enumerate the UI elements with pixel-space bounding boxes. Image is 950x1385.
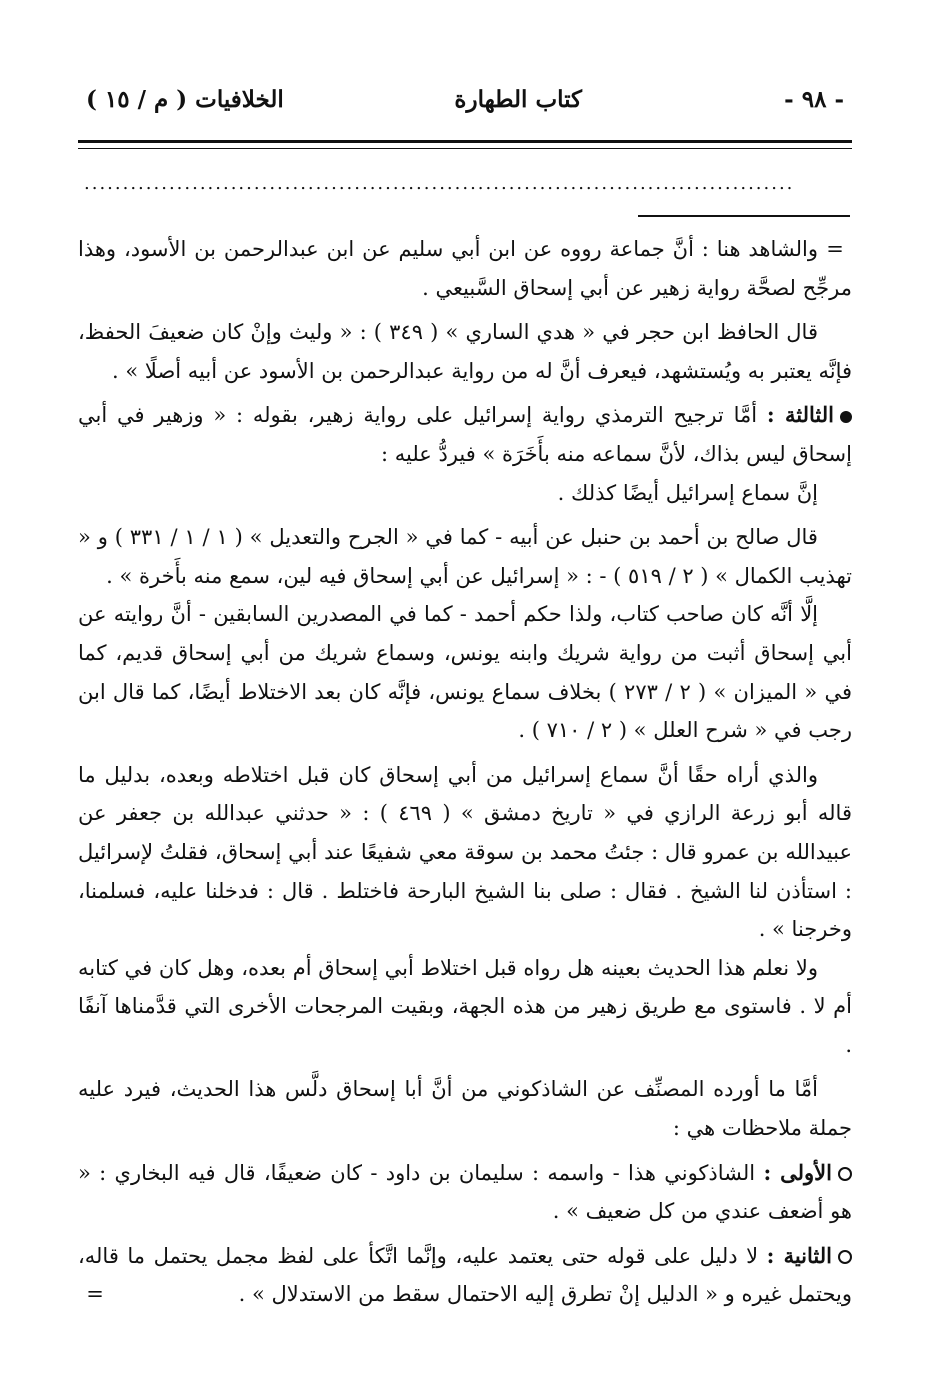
point-heading: الثالثة : [766, 402, 834, 428]
book-page [78, 70, 852, 1320]
continuation-marker: = [86, 1282, 104, 1307]
paragraph [78, 756, 852, 949]
page-number: - ٩٨ - [784, 86, 844, 113]
header-rule-thin [78, 148, 852, 149]
paragraph-text: أمَّا ما أورده المصنِّف عن الشاذكوني من أنَّ أبا إسحاق دلَّس هذا الحديث، فيرد عليه جملة ملاحظات هي : [78, 1077, 852, 1141]
paragraph [78, 230, 852, 307]
paragraph-text: إنَّ سماع إسرائيل أيضًا كذلك . [557, 480, 818, 505]
running-header [78, 70, 852, 122]
paragraph-text: ولا نعلم هذا الحديث بعينه هل رواه قبل اختلاط أبي إسحاق أم بعده، وهل كان في كتابه أم لا . فاستوى مع طريق زهير من هذه الجهة، وبقيت المرجحات الأخرى التي قدَّمناها آنفًا . [78, 955, 852, 1057]
paragraph-text: أمَّا ترجيح الترمذي رواية إسرائيل على رواية زهير، بقوله : « وزهير في أبي إسحاق ليس بذاك، لأنَّ سماعه منه بأَخَرَة » فيردُّ عليه : [78, 403, 852, 466]
dotted-separator: ............................................................................................ [84, 174, 795, 194]
paragraph [78, 949, 852, 1065]
paragraph [78, 1237, 852, 1314]
point-heading: الثانية : [766, 1242, 832, 1268]
paragraph [78, 1070, 852, 1147]
circle-bullet-icon [838, 1167, 852, 1181]
paragraph-text: والشاهد هنا : أنَّ جماعة رووه عن ابن أبي سليم عن ابن عبدالرحمن بن الأسود، وهذا مرجِّح لصحَّة رواية زهير عن أبي إسحاق السَّبيعي . [78, 237, 852, 300]
paragraph [78, 518, 852, 595]
paragraph-text: إلَّا أنَّه كان صاحب كتاب، ولذا حكم أحمد - كما في المصدرين السابقين - أنَّ روايته عن أبي إسحاق أثبت من رواية شريك وابنه يونس، وسماع شريك من أبي إسحاق قديم، كما في « الميزان » ( ٢ / ٢٧٣ ) بخلاف سماع يونس، فإنَّه كان بعد الاختلاط أيضًا، كما قال ابن رجب في « شرح العلل » ( ٢ / ٧١٠ ) . [78, 602, 852, 743]
paragraph [78, 1154, 852, 1231]
paragraph [78, 313, 852, 390]
paragraph [78, 474, 852, 513]
point-heading: الأولى : [763, 1159, 832, 1185]
continuation-marker: = [826, 237, 844, 261]
paragraph-text: والذي أراه حقًا أنَّ سماع إسرائيل من أبي إسحاق كان قبل اختلاطه وبعده، بدليل ما قاله أبو زرعة الرازي في « تاريخ دمشق » ( ٤٦٩ ) : « حدثني عبدالله بن جعفر عن عبيدالله بن عمرو قال : جئتُ محمد بن سوقة معي شفيعًا عند أبي إسحاق، فقلتُ لإسرائيل : استأذن لنا الشيخ . فقال : صلى بنا الشيخ البارحة فاختلط . قال : فدخلنا عليه، فسلمنا، وخرجنا » . [78, 762, 852, 942]
paragraph-text: قال الحافظ ابن حجر في « هدي الساري » ( ٣٤٩ ) : « وليث وإنْ كان ضعيفَ الحفظ، فإنَّه يعتبر به ويُستشهد، فيعرف أنَّ له من رواية عبدالرحمن بن الأسود عن أبيه أصلًا » . [78, 320, 852, 383]
circle-bullet-icon [838, 1250, 852, 1264]
book-title: كتاب الطهارة [454, 86, 582, 113]
paragraph-text: الشاذكوني هذا - واسمه : سليمان بن داود - كان ضعيفًا، قال فيه البخاري : « هو أضعف عندي من كل ضعيف » . [78, 1160, 852, 1224]
paragraph-text: لا دليل على قوله حتى يعتمد عليه، وإنَّما اتَّكأ على لفظ مجمل يحتمل ما قاله، ويحتمل غيره و « الدليل إنْ تطرق إليه الاحتمال سقط من الاستدلال » . [78, 1243, 852, 1307]
footnote-text [78, 230, 852, 1314]
bullet-icon [840, 411, 852, 423]
paragraph [78, 396, 852, 473]
work-reference: الخلافيات ( م / ١٥ ) [86, 86, 284, 113]
paragraph [78, 595, 852, 749]
footnote-rule [638, 215, 850, 217]
header-rule-thick [78, 140, 852, 143]
paragraph-text: قال صالح بن أحمد بن حنبل عن أبيه - كما في « الجرح والتعديل » ( ١ / ١ / ٣٣١ ) و « تهذيب الكمال » ( ٢ / ٥١٩ ) - : « إسرائيل عن أبي إسحاق فيه لين، سمع منه بأَخرة » . [78, 525, 852, 588]
